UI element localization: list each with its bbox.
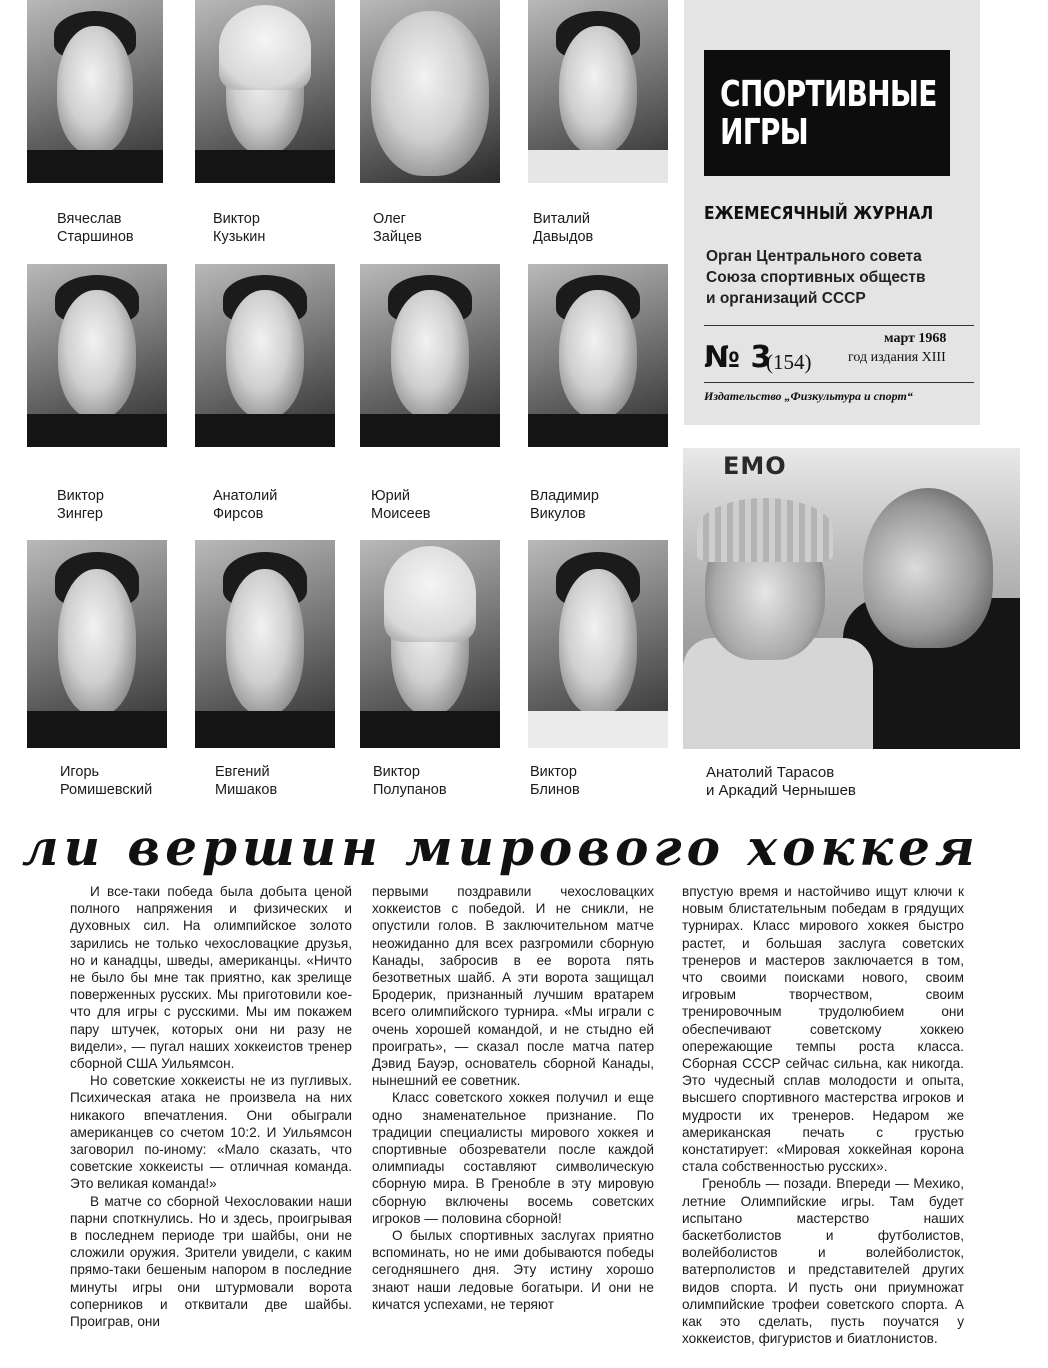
player-caption: Игорь Ромишевский	[60, 764, 153, 798]
player-photo-starshinov	[27, 0, 163, 183]
player-photo-moiseev	[360, 264, 500, 447]
issue-total: (154)	[766, 350, 812, 374]
masthead-divider	[704, 382, 974, 383]
coaches-caption: Анатолий Тарасов и Аркадий Чернышев	[706, 764, 856, 799]
player-photo-kuzkin	[195, 0, 335, 183]
article-headline: ли вершин мирового хоккея	[22, 818, 980, 877]
player-caption: Олег Зайцев	[373, 211, 422, 245]
article-paragraph: Класс советского хоккея получил и еще одно знаменательное признание. По традиции специалисты мирового хоккея и спортивные обозреватели после каждой олимпиады составляют символическую сборную мира. В Гренобле в эту мировую сборную включены восемь советских игроков — половина сборной!	[372, 1090, 654, 1226]
player-photo-blinov	[528, 540, 668, 748]
article-paragraph: О былых спортивных заслугах приятно вспоминать, но не ими добываются победы сегодняшнего дня. Эту истину хорошо знают наши ледовые богатыри. И они не кичатся успехами, не теряют	[372, 1228, 654, 1312]
article-paragraph: первыми поздравили чехословацких хоккеистов с победой. И не сникли, не опустили голов. В заключительном матче неожиданно для всех разгромили сборную Канады, забросив в ее ворота пять безответных шайб. А эти ворота защищал Бродерик, признанный лучшим вратарем всего олимпийского турнира. «Мы играли с очень хорошей командой, и не стыдно ей проиграть», — сказал после матча патер Дэвид Бауэр, основатель сборной Канады, нынешний ее советник.	[372, 884, 654, 1089]
player-photo-vikulov	[528, 264, 668, 447]
player-caption: Виталий Давыдов	[533, 211, 594, 245]
article-paragraph: И все-таки победа была добыта ценой полного напряжения и физических и духовных сил. На олимпийское золото зарились не только чехословацкие друзья, но и канадцы, шведы, американцы. «Ничто не было бы мне так приятно, как зрелище поверженных русских. Мы приготовили кое-что для игры с русскими. Мы им покажем пару штучек, которых они ни разу не видели», — пугал наших хоккеистов тренер сборной США Уильямсон.	[70, 884, 352, 1072]
magazine-organ: Орган Центрального совета Союза спортивных обществ и организаций СССР	[706, 248, 926, 307]
issue-number: № 3	[704, 340, 772, 375]
coaches-photo	[683, 448, 1020, 749]
player-caption: Виктор Блинов	[530, 764, 580, 798]
player-caption: Евгений Мишаков	[215, 764, 278, 798]
player-caption: Вячеслав Старшинов	[57, 211, 134, 245]
player-photo-mishakov	[195, 540, 335, 748]
player-caption: Виктор Кузькин	[213, 211, 266, 245]
masthead-title-block	[704, 50, 950, 176]
masthead-divider	[704, 325, 974, 326]
player-photo-davydov	[528, 0, 668, 183]
player-caption: Владимир Викулов	[530, 488, 599, 522]
player-caption: Анатолий Фирсов	[213, 488, 278, 522]
player-caption: Виктор Полупанов	[373, 764, 447, 798]
player-photo-firsov	[195, 264, 335, 447]
article-paragraph: впустую время и настойчиво ищут ключи к новым блистательным победам в грядущих турнирах. Класс мирового хоккея быстро растет, и большая заслуга советских тренеров и мастеров заключается в том, что своими поисками нового, своим игровым творчеством, своим тренировочным трудолюбием они обеспечивают советскому хоккею опережающие темпы роста класса. Сборная СССР сейчас сильна, как никогда. Это чудесный сплав молодости и опыта, высшего спортивного мастерства игроков и мудрости их тренеров. Недаром же американская печать с грустью констатирует: «Мировая хоккейная корона стала собственностью русских».	[682, 884, 964, 1175]
article-column-2	[372, 883, 654, 1313]
arena-sign: ЕМО	[723, 452, 787, 480]
player-caption: Виктор Зингер	[57, 488, 104, 522]
player-photo-zinger	[27, 264, 167, 447]
magazine-masthead	[684, 0, 980, 425]
article-column-1	[70, 883, 352, 1330]
article-paragraph: Гренобль — позади. Впереди — Мехико, летние Олимпийские игры. Там будет испытано мастерство наших баскетболистов и футболистов, волейболистов и волейболисток, ватерполистов и представителей других видов спорта. И пусть они приумножат олимпийские трофеи советского спорта. А как это сделать, пусть поучатся у хоккеистов, фигуристов и биатлонистов.	[682, 1176, 964, 1347]
article-column-3	[682, 883, 964, 1347]
player-caption: Юрий Моисеев	[371, 488, 431, 522]
player-photo-polupanov	[360, 540, 500, 748]
article-paragraph: Но советские хоккеисты не из пугливых. Психическая атака не произвела на них никакого впечатления. Они обыграли американцев со счетом 10:2. И Уильямсон заговорил по-иному: «Мало сказать, что советские хоккеисты — отличная команда. Это великая команда!»	[70, 1073, 352, 1192]
player-photo-zaitsev	[360, 0, 500, 183]
publication-year: год издания XIII	[848, 350, 946, 365]
article-paragraph: В матче со сборной Чехословакии наши парни споткнулись. Но и здесь, проигрывая в последнем периоде три шайбы, они не сложили оружия. Зрители увидели, с каким прямо-таки бешеным напором в последние минуты игры они штурмовали ворота соперников и отквитали две шайбы. Проиграв, они	[70, 1193, 352, 1330]
player-photo-romishevsky	[27, 540, 167, 748]
issue-date: март 1968	[884, 331, 947, 346]
magazine-subtitle: ЕЖЕМЕСЯЧНЫЙ ЖУРНАЛ	[704, 203, 934, 224]
publisher: Издательство „Физкультура и спорт“	[704, 389, 913, 403]
magazine-title: СПОРТИВНЫЕ ИГРЫ	[720, 74, 937, 153]
